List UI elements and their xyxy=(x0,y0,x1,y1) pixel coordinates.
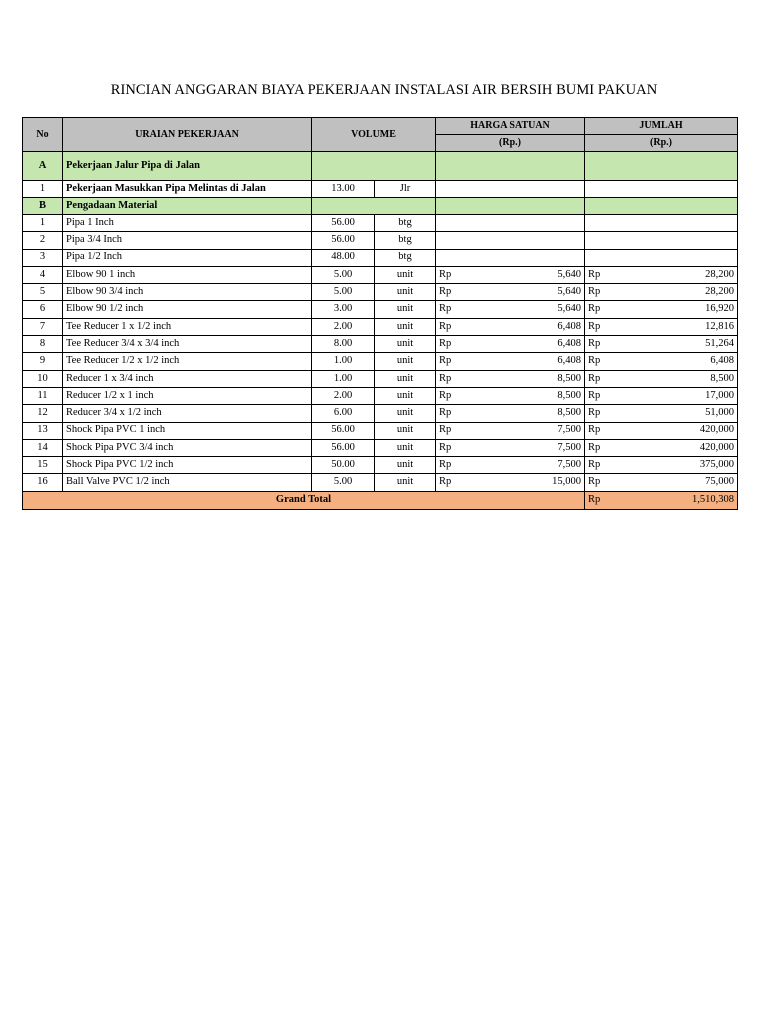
item-jumlah: 16,920 xyxy=(607,301,738,318)
item-unit: unit xyxy=(375,439,436,456)
item-unit: unit xyxy=(375,387,436,404)
section-b-volume-cell xyxy=(312,198,436,215)
table-row xyxy=(23,474,738,491)
item-no: 14 xyxy=(23,439,63,456)
section-a-item-no: 1 xyxy=(23,181,63,198)
item-jumlah xyxy=(607,232,738,249)
item-qty: 5.00 xyxy=(312,266,375,283)
item-harga-satuan xyxy=(458,232,585,249)
item-qty: 56.00 xyxy=(312,422,375,439)
item-unit: unit xyxy=(375,284,436,301)
item-jumlah-currency xyxy=(585,232,607,249)
section-a-volume-cell xyxy=(312,152,436,181)
item-no: 7 xyxy=(23,318,63,335)
item-qty: 56.00 xyxy=(312,215,375,232)
item-jumlah-currency xyxy=(585,249,607,266)
item-unit: unit xyxy=(375,318,436,335)
section-b-label: Pengadaan Material xyxy=(63,198,312,215)
item-uraian: Pipa 3/4 Inch xyxy=(63,232,312,249)
item-jumlah-currency: Rp xyxy=(585,457,607,474)
section-b-jumlah-cell xyxy=(585,198,738,215)
grand-total-label: Grand Total xyxy=(23,491,585,509)
item-qty: 5.00 xyxy=(312,474,375,491)
table-row xyxy=(23,439,738,456)
item-jumlah-currency: Rp xyxy=(585,405,607,422)
table-row xyxy=(23,318,738,335)
item-uraian: Tee Reducer 1 x 1/2 inch xyxy=(63,318,312,335)
item-unit: btg xyxy=(375,249,436,266)
item-uraian: Elbow 90 1/2 inch xyxy=(63,301,312,318)
table-row xyxy=(23,387,738,404)
item-unit: unit xyxy=(375,370,436,387)
header-volume: VOLUME xyxy=(312,118,436,152)
table-row xyxy=(23,232,738,249)
table-row xyxy=(23,336,738,353)
table-row xyxy=(23,370,738,387)
item-jumlah: 420,000 xyxy=(607,439,738,456)
item-harga-satuan: 7,500 xyxy=(458,422,585,439)
item-qty: 1.00 xyxy=(312,370,375,387)
item-unit: btg xyxy=(375,215,436,232)
item-harga-satuan: 8,500 xyxy=(458,370,585,387)
item-unit: unit xyxy=(375,457,436,474)
item-jumlah-currency xyxy=(585,215,607,232)
item-harga-currency: Rp xyxy=(436,266,458,283)
item-uraian: Reducer 1/2 x 1 inch xyxy=(63,387,312,404)
item-uraian: Pipa 1/2 Inch xyxy=(63,249,312,266)
item-jumlah: 75,000 xyxy=(607,474,738,491)
item-harga-satuan: 7,500 xyxy=(458,457,585,474)
item-uraian: Reducer 1 x 3/4 inch xyxy=(63,370,312,387)
item-no: 9 xyxy=(23,353,63,370)
section-b-code: B xyxy=(23,198,63,215)
section-a-item-harga xyxy=(436,181,585,198)
table-row xyxy=(23,405,738,422)
item-jumlah-currency: Rp xyxy=(585,318,607,335)
item-qty: 2.00 xyxy=(312,387,375,404)
item-uraian: Elbow 90 1 inch xyxy=(63,266,312,283)
item-jumlah: 51,264 xyxy=(607,336,738,353)
item-no: 10 xyxy=(23,370,63,387)
item-no: 15 xyxy=(23,457,63,474)
item-unit: unit xyxy=(375,474,436,491)
item-jumlah-currency: Rp xyxy=(585,474,607,491)
item-jumlah-currency: Rp xyxy=(585,370,607,387)
item-jumlah: 28,200 xyxy=(607,266,738,283)
table-row xyxy=(23,284,738,301)
item-harga-currency: Rp xyxy=(436,405,458,422)
header-jumlah-unit: (Rp.) xyxy=(585,135,738,152)
item-jumlah: 6,408 xyxy=(607,353,738,370)
item-qty: 50.00 xyxy=(312,457,375,474)
item-uraian: Shock Pipa PVC 1/2 inch xyxy=(63,457,312,474)
item-uraian: Reducer 3/4 x 1/2 inch xyxy=(63,405,312,422)
item-harga-currency: Rp xyxy=(436,457,458,474)
item-unit: unit xyxy=(375,301,436,318)
item-uraian: Elbow 90 3/4 inch xyxy=(63,284,312,301)
rab-table xyxy=(22,117,738,510)
section-a-harga-cell xyxy=(436,152,585,181)
item-unit: btg xyxy=(375,232,436,249)
page-title: RINCIAN ANGGARAN BIAYA PEKERJAAN INSTALASI AIR BERSIH BUMI PAKUAN xyxy=(110,82,658,98)
item-harga-satuan xyxy=(458,215,585,232)
section-a-item-qty: 13.00 xyxy=(312,181,375,198)
item-no: 4 xyxy=(23,266,63,283)
item-harga-currency: Rp xyxy=(436,336,458,353)
item-no: 1 xyxy=(23,215,63,232)
item-uraian: Ball Valve PVC 1/2 inch xyxy=(63,474,312,491)
table-row xyxy=(23,266,738,283)
item-qty: 5.00 xyxy=(312,284,375,301)
item-harga-satuan xyxy=(458,249,585,266)
item-jumlah: 375,000 xyxy=(607,457,738,474)
item-uraian: Shock Pipa PVC 3/4 inch xyxy=(63,439,312,456)
item-harga-currency: Rp xyxy=(436,353,458,370)
item-jumlah xyxy=(607,215,738,232)
section-b-harga-cell xyxy=(436,198,585,215)
item-unit: unit xyxy=(375,266,436,283)
item-harga-currency: Rp xyxy=(436,370,458,387)
item-harga-currency xyxy=(436,249,458,266)
item-jumlah: 51,000 xyxy=(607,405,738,422)
item-harga-satuan: 5,640 xyxy=(458,284,585,301)
item-harga-satuan: 6,408 xyxy=(458,353,585,370)
section-a-item-unit: Jlr xyxy=(375,181,436,198)
header-jumlah: JUMLAH xyxy=(585,118,738,135)
item-harga-currency: Rp xyxy=(436,318,458,335)
section-a-item-uraian: Pekerjaan Masukkan Pipa Melintas di Jalan xyxy=(63,181,312,198)
item-harga-satuan: 5,640 xyxy=(458,301,585,318)
item-qty: 56.00 xyxy=(312,439,375,456)
item-harga-currency: Rp xyxy=(436,387,458,404)
item-jumlah: 12,816 xyxy=(607,318,738,335)
section-a-item-jumlah xyxy=(585,181,738,198)
item-harga-satuan: 15,000 xyxy=(458,474,585,491)
item-jumlah-currency: Rp xyxy=(585,387,607,404)
item-uraian: Tee Reducer 1/2 x 1/2 inch xyxy=(63,353,312,370)
item-no: 8 xyxy=(23,336,63,353)
section-a-jumlah-cell xyxy=(585,152,738,181)
item-no: 5 xyxy=(23,284,63,301)
item-harga-currency: Rp xyxy=(436,301,458,318)
item-jumlah-currency: Rp xyxy=(585,439,607,456)
item-no: 16 xyxy=(23,474,63,491)
table-row xyxy=(23,353,738,370)
item-harga-satuan: 6,408 xyxy=(458,336,585,353)
item-harga-currency: Rp xyxy=(436,422,458,439)
item-harga-currency: Rp xyxy=(436,439,458,456)
item-jumlah xyxy=(607,249,738,266)
item-jumlah-currency: Rp xyxy=(585,284,607,301)
item-qty: 2.00 xyxy=(312,318,375,335)
item-unit: unit xyxy=(375,353,436,370)
item-unit: unit xyxy=(375,405,436,422)
item-qty: 56.00 xyxy=(312,232,375,249)
table-row xyxy=(23,301,738,318)
item-qty: 3.00 xyxy=(312,301,375,318)
item-uraian: Tee Reducer 3/4 x 3/4 inch xyxy=(63,336,312,353)
grand-total-value: 1,510,308 xyxy=(607,491,738,509)
table-row xyxy=(23,422,738,439)
item-harga-satuan: 8,500 xyxy=(458,405,585,422)
grand-total-currency: Rp xyxy=(585,491,607,509)
item-no: 2 xyxy=(23,232,63,249)
header-harga-satuan: HARGA SATUAN xyxy=(436,118,585,135)
item-harga-satuan: 8,500 xyxy=(458,387,585,404)
item-jumlah-currency: Rp xyxy=(585,353,607,370)
item-uraian: Shock Pipa PVC 1 inch xyxy=(63,422,312,439)
item-no: 13 xyxy=(23,422,63,439)
item-jumlah: 17,000 xyxy=(607,387,738,404)
item-uraian: Pipa 1 Inch xyxy=(63,215,312,232)
item-qty: 6.00 xyxy=(312,405,375,422)
item-qty: 48.00 xyxy=(312,249,375,266)
table-row xyxy=(23,457,738,474)
item-jumlah: 420,000 xyxy=(607,422,738,439)
table-row xyxy=(23,215,738,232)
item-harga-currency xyxy=(436,232,458,249)
item-no: 12 xyxy=(23,405,63,422)
item-jumlah-currency: Rp xyxy=(585,266,607,283)
section-a-label: Pekerjaan Jalur Pipa di Jalan xyxy=(63,152,312,181)
item-harga-currency: Rp xyxy=(436,284,458,301)
item-qty: 8.00 xyxy=(312,336,375,353)
item-no: 6 xyxy=(23,301,63,318)
item-jumlah-currency: Rp xyxy=(585,301,607,318)
item-harga-satuan: 5,640 xyxy=(458,266,585,283)
table-row xyxy=(23,249,738,266)
header-no: No xyxy=(23,118,63,152)
item-qty: 1.00 xyxy=(312,353,375,370)
header-harga-unit: (Rp.) xyxy=(436,135,585,152)
item-jumlah: 28,200 xyxy=(607,284,738,301)
item-harga-currency: Rp xyxy=(436,474,458,491)
item-unit: unit xyxy=(375,336,436,353)
header-uraian: URAIAN PEKERJAAN xyxy=(63,118,312,152)
item-harga-currency xyxy=(436,215,458,232)
item-jumlah-currency: Rp xyxy=(585,422,607,439)
section-a-code: A xyxy=(23,152,63,181)
item-harga-satuan: 7,500 xyxy=(458,439,585,456)
item-unit: unit xyxy=(375,422,436,439)
item-jumlah: 8,500 xyxy=(607,370,738,387)
item-jumlah-currency: Rp xyxy=(585,336,607,353)
item-harga-satuan: 6,408 xyxy=(458,318,585,335)
item-no: 11 xyxy=(23,387,63,404)
item-no: 3 xyxy=(23,249,63,266)
